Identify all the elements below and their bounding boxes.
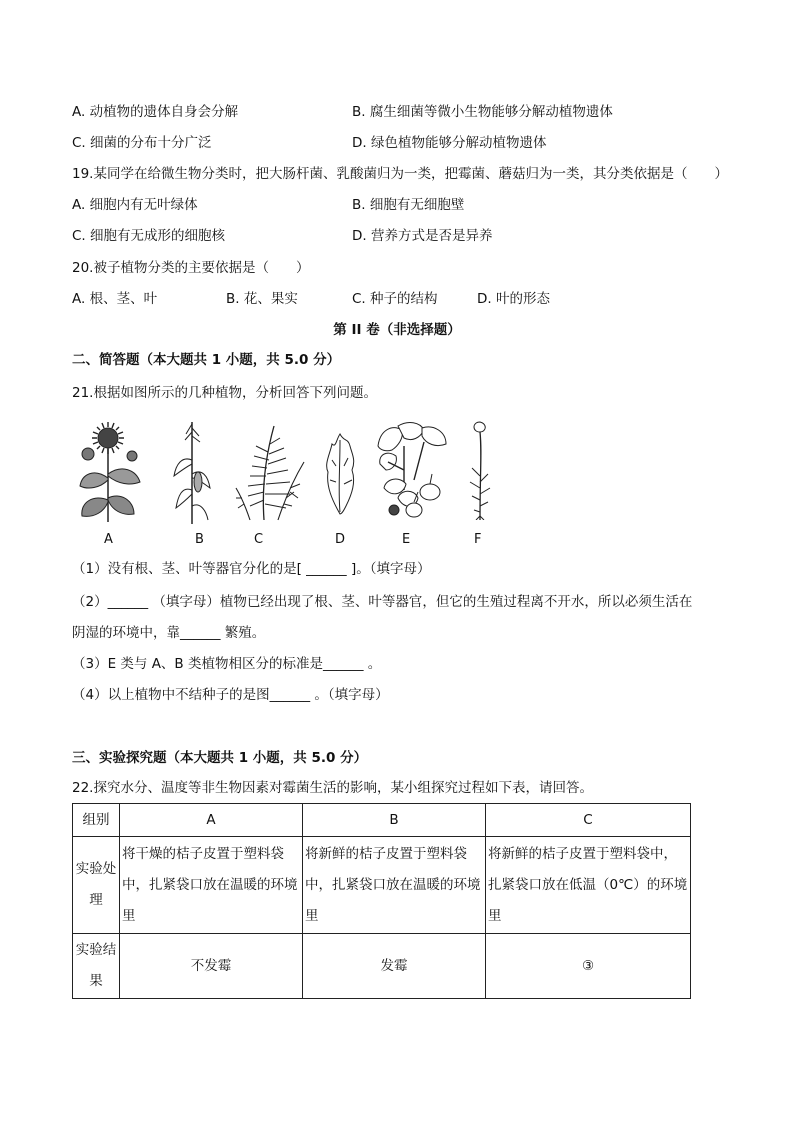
- q20-option-d: D. 叶的形态: [477, 291, 550, 307]
- fern-illustration: [234, 422, 306, 522]
- experiment-table: [72, 803, 691, 999]
- sunflower-illustration: [74, 418, 146, 524]
- q19-option-c: C. 细胞有无成形的细胞核: [72, 228, 226, 244]
- corn-illustration: [172, 420, 212, 524]
- q19-option-a: A. 细胞内有无叶绿体: [72, 197, 198, 213]
- q18-option-d: D. 绿色植物能够分解动植物遗体: [352, 135, 547, 151]
- q19-option-d: D. 营养方式是否是异养: [352, 228, 493, 244]
- q18-option-b: B. 腐生细菌等微小生物能够分解动植物遗体: [352, 104, 613, 120]
- q22-stem: 22.探究水分、温度等非生物因素对霉菌生活的影响，某小组探究过程如下表，请回答。: [72, 780, 593, 796]
- table-row-label: 实验结果: [73, 934, 120, 999]
- table-header-cell: 组别: [73, 804, 120, 837]
- q18-option-a: A. 动植物的遗体自身会分解: [72, 104, 239, 120]
- figure-label-f: F: [474, 532, 482, 547]
- q20-stem: 20.被子植物分类的主要依据是（ ）: [72, 260, 310, 276]
- table-row: [73, 837, 691, 934]
- q21-sub3: （3）E 类与 A、B 类植物相区分的标准是______ 。: [72, 656, 382, 672]
- section2-heading: 二、简答题（本大题共 1 小题，共 5.0 分）: [72, 352, 341, 368]
- q18-option-c: C. 细菌的分布十分广泛: [72, 135, 212, 151]
- table-cell: 将干燥的桔子皮置于塑料袋中，扎紧袋口放在温暖的环境里: [120, 837, 303, 934]
- figure-label-a: A: [104, 532, 113, 547]
- q19-stem: 19.某同学在给微生物分类时，把大肠杆菌、乳酸菌归为一类，把霉菌、蘑菇归为一类，其分类依据是（ ）: [72, 166, 728, 182]
- figure-label-b: B: [195, 532, 204, 547]
- q20-option-c: C. 种子的结构: [352, 291, 438, 307]
- q19-option-b: B. 细胞有无细胞壁: [352, 197, 465, 213]
- figure-label-e: E: [402, 532, 411, 547]
- q21-stem: 21.根据如图所示的几种植物，分析回答下列问题。: [72, 385, 377, 401]
- table-cell: ③: [486, 934, 691, 999]
- table-header-cell: B: [303, 804, 486, 837]
- q21-sub2-line1: （2）______ （填字母）植物已经出现了根、茎、叶等器官，但它的生殖过程离不开水，所以必须生活在: [72, 594, 693, 610]
- part2-title: 第 II 卷（非选择题）: [333, 322, 461, 338]
- seaweed-illustration: [322, 430, 358, 516]
- table-cell: 将新鲜的桔子皮置于塑料袋中，扎紧袋口放在温暖的环境里: [303, 837, 486, 934]
- table-header-cell: C: [486, 804, 691, 837]
- table-cell: 不发霉: [120, 934, 303, 999]
- figure-label-d: D: [335, 532, 346, 547]
- table-cell: 将新鲜的桔子皮置于塑料袋中，扎紧袋口放在低温（0℃）的环境里: [486, 837, 691, 934]
- table-row: [73, 934, 691, 999]
- table-row-label: 实验处理: [73, 837, 120, 934]
- moss-illustration: [466, 416, 494, 520]
- ginkgo-illustration: [374, 420, 450, 522]
- table-header-row: [73, 804, 691, 837]
- q21-sub4: （4）以上植物中不结种子的是图______ 。（填字母）: [72, 687, 389, 703]
- q21-sub1: （1）没有根、茎、叶等器官分化的是[ ______ ]。（填字母）: [72, 561, 431, 577]
- q20-option-a: A. 根、茎、叶: [72, 291, 158, 307]
- q21-sub2-line2: 阴湿的环境中，靠______ 繁殖。: [72, 625, 266, 641]
- q20-option-b: B. 花、果实: [226, 291, 298, 307]
- table-header-cell: A: [120, 804, 303, 837]
- figure-label-c: C: [254, 532, 264, 547]
- section3-heading: 三、实验探究题（本大题共 1 小题，共 5.0 分）: [72, 750, 368, 766]
- table-cell: 发霉: [303, 934, 486, 999]
